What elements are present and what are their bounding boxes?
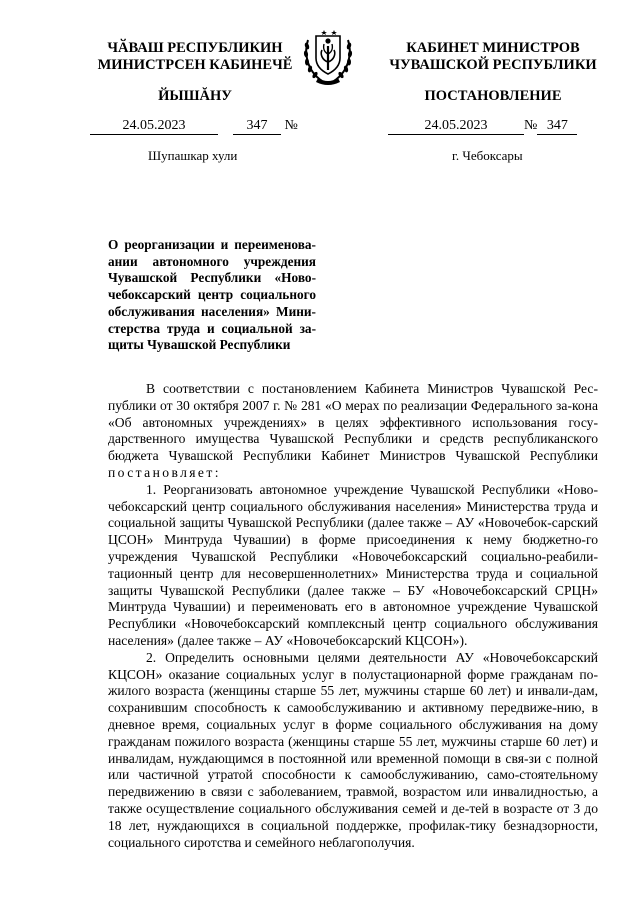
dateline-right xyxy=(388,118,577,136)
date-right: 24.05.2023 xyxy=(388,118,524,135)
preamble-text: В соответствии с постановлением Кабинета Министров Чувашской Рес-публики от 30 октября 2007 г. № 281 «О мерах по реализации Федерального за-кона «Об автономных учреждениях» в целях эффективного использования госу-дарственного имущества Чувашской Республики и средств республиканского бюджета Чувашской Республики Кабинет Министров Чувашской Республики xyxy=(108,381,598,464)
header-left xyxy=(70,40,320,74)
doc-type-right: ПОСТАНОВЛЕНИЕ xyxy=(424,88,562,104)
chuvash-coat-of-arms-icon xyxy=(302,26,354,88)
decree-word: постановляет: xyxy=(108,464,221,480)
doc-type-left: ЙЫШĂНУ xyxy=(158,88,232,104)
document-subject: О реорганизации и переименова-ании автономного учреждения Чувашской Республики «Ново-чебоксарский центр социального обслуживания населения» Мини-стерства труда и социальной за-щиты Чувашской Республики xyxy=(108,237,316,353)
header-left-line2: МИНИСТРСЕН КАБИНЕЧӖ xyxy=(97,57,293,73)
number-left: 347 xyxy=(233,118,281,135)
city-left: Шупашкар хули xyxy=(148,148,238,163)
header-right-line2: ЧУВАШСКОЙ РЕСПУБЛИКИ xyxy=(389,57,597,73)
header-left-line1: ЧӐВАШ РЕСПУБЛИКИН xyxy=(107,40,283,56)
header-right xyxy=(388,40,598,74)
number-right: 347 xyxy=(537,118,577,135)
dateline-left xyxy=(90,118,298,136)
header-right-line1: КАБИНЕТ МИНИСТРОВ xyxy=(406,40,580,56)
date-left: 24.05.2023 xyxy=(90,118,218,135)
no-sign-left: № xyxy=(284,118,298,133)
document-body xyxy=(108,381,598,851)
item-1-paragraph: 1. Реорганизовать автономное учреждение Чувашской Республики «Ново-чебоксарский центр социального обслуживания населения» Министерства труда и социальной защиты Чувашской Республики (далее также – АУ «Новочебок-сарский ЦСОН» Минтруда Чувашии) в форме присоединения к нему бюджетно-го учреждения Чувашской Республики «Новочебоксарский социально-реабили-тационный центр для несовершеннолетних» Министерства труда и социальной защиты Чувашской Республики (далее также – БУ «Новочебоксарский СРЦН» Минтруда Чувашии) и переименовать его в автономное учреждение Чувашской Республики «Новочебоксарский комплексный центр социального обслуживания населения» (далее также – АУ «Новочебоксарский КЦСОН»). xyxy=(108,481,598,648)
city-right: г. Чебоксары xyxy=(452,148,523,163)
no-sign-right: № xyxy=(524,118,538,133)
preamble-paragraph xyxy=(108,381,598,482)
item-2-paragraph: 2. Определить основными целями деятельности АУ «Новочебоксарский КЦСОН» оказание социальных услуг в полустационарной форме гражданам по-жилого возраста (женщины старше 55 лет, мужчины старше 60 лет) и инвали-дам, сохранившим способность к самообслуживанию и активному передвиже-нию, в дневное время, социальных услуг в форме социального обслуживания на дому гражданам пожилого возраста (женщины старше 55 лет, мужчины старше 60 лет) и инвалидам, нуждающимся в постоянной или временной помощи в свя-зи с полной или частичной утратой способности к самообслуживанию, само-стоятельному передвижению в связи с заболеванием, травмой, возрастом или инвалидностью, а также осуществление социального обслуживания семей и де-тей в возрасте от 3 до 18 лет, нуждающихся в социальной поддержке, профилак-тику безнадзорности, социального сиротства и семейного неблагополучия. xyxy=(108,649,598,850)
